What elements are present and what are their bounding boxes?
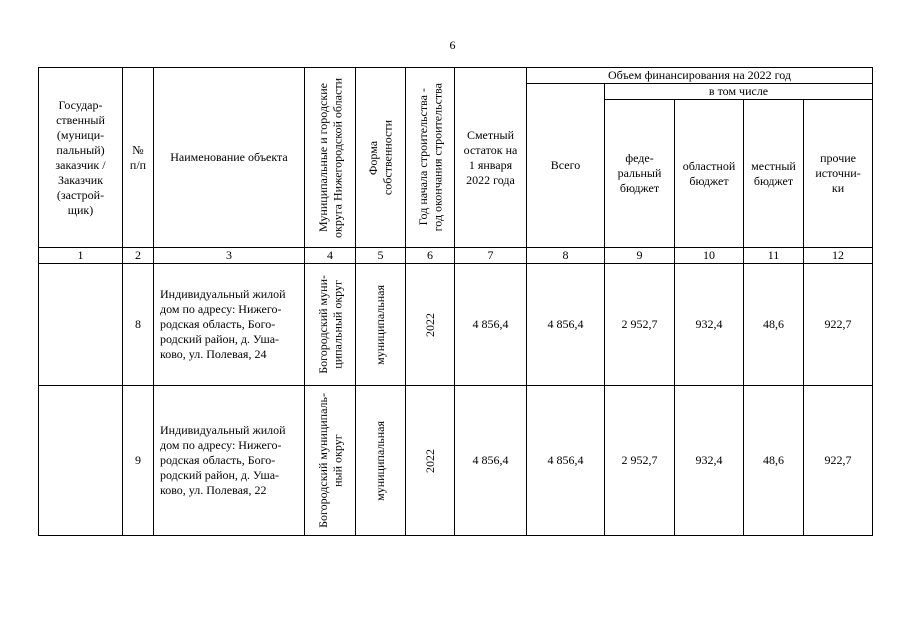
header-balance: Сметный остаток на 1 января 2022 года: [455, 68, 527, 248]
column-number: 3: [154, 248, 305, 264]
cell-federal: 2 952,7: [605, 386, 675, 536]
column-number: 12: [804, 248, 873, 264]
cell-year: 2022: [406, 264, 455, 386]
table-row: [39, 386, 873, 536]
cell-object-name: Индивидуальный жилой дом по адресу: Нижего-родская область, Бого-родский район, д. Уша-ково, ул. Полевая, 22: [154, 386, 305, 536]
column-number: 9: [605, 248, 675, 264]
column-number: 10: [675, 248, 744, 264]
column-number: 4: [305, 248, 356, 264]
table-row: [39, 264, 873, 386]
header-customer: Государ- ственный (муници- пальный) заказчик / Заказчик (застрой- щик): [39, 68, 123, 248]
column-number: 5: [356, 248, 406, 264]
cell-total: 4 856,4: [527, 386, 605, 536]
cell-balance: 4 856,4: [455, 264, 527, 386]
cell-regional: 932,4: [675, 264, 744, 386]
header-local: местный бюджет: [744, 100, 804, 248]
column-number: 1: [39, 248, 123, 264]
header-object-name: Наименование объекта: [154, 68, 305, 248]
column-numbers-row: [39, 248, 873, 264]
cell-district: Богородский муни- ципальный округ: [305, 264, 356, 386]
header-total: Всего: [527, 84, 605, 248]
cell-year: 2022: [406, 386, 455, 536]
cell-ownership: муниципальная: [356, 264, 406, 386]
financing-table: [38, 67, 873, 536]
column-number: 6: [406, 248, 455, 264]
cell-federal: 2 952,7: [605, 264, 675, 386]
column-number: 7: [455, 248, 527, 264]
page-number: 6: [449, 38, 456, 52]
header-ownership: Форма собственности: [356, 68, 406, 248]
cell-other: 922,7: [804, 386, 873, 536]
header-funding: Объем финансирования на 2022 год: [527, 68, 873, 84]
header-including: в том числе: [605, 84, 873, 100]
cell-object-name: Индивидуальный жилой дом по адресу: Нижего-родская область, Бого-родский район, д. Уша-ково, ул. Полевая, 24: [154, 264, 305, 386]
header-district: Муниципальные и городские округа Нижегородской области: [305, 68, 356, 248]
cell-ownership: муниципальная: [356, 386, 406, 536]
cell-district: Богородский муниципаль- ный округ: [305, 386, 356, 536]
cell-total: 4 856,4: [527, 264, 605, 386]
header-federal: феде- ральный бюджет: [605, 100, 675, 248]
column-number: 2: [123, 248, 154, 264]
cell-customer: [39, 386, 123, 536]
header-number: № п/п: [123, 68, 154, 248]
cell-balance: 4 856,4: [455, 386, 527, 536]
cell-local: 48,6: [744, 386, 804, 536]
cell-regional: 932,4: [675, 386, 744, 536]
column-number: 11: [744, 248, 804, 264]
column-number: 8: [527, 248, 605, 264]
cell-number: 8: [123, 264, 154, 386]
cell-number: 9: [123, 386, 154, 536]
header-years: Год начала строительства - год окончания строительства: [406, 68, 455, 248]
header-regional: областной бюджет: [675, 100, 744, 248]
cell-local: 48,6: [744, 264, 804, 386]
header-other: прочие источни- ки: [804, 100, 873, 248]
cell-other: 922,7: [804, 264, 873, 386]
cell-customer: [39, 264, 123, 386]
